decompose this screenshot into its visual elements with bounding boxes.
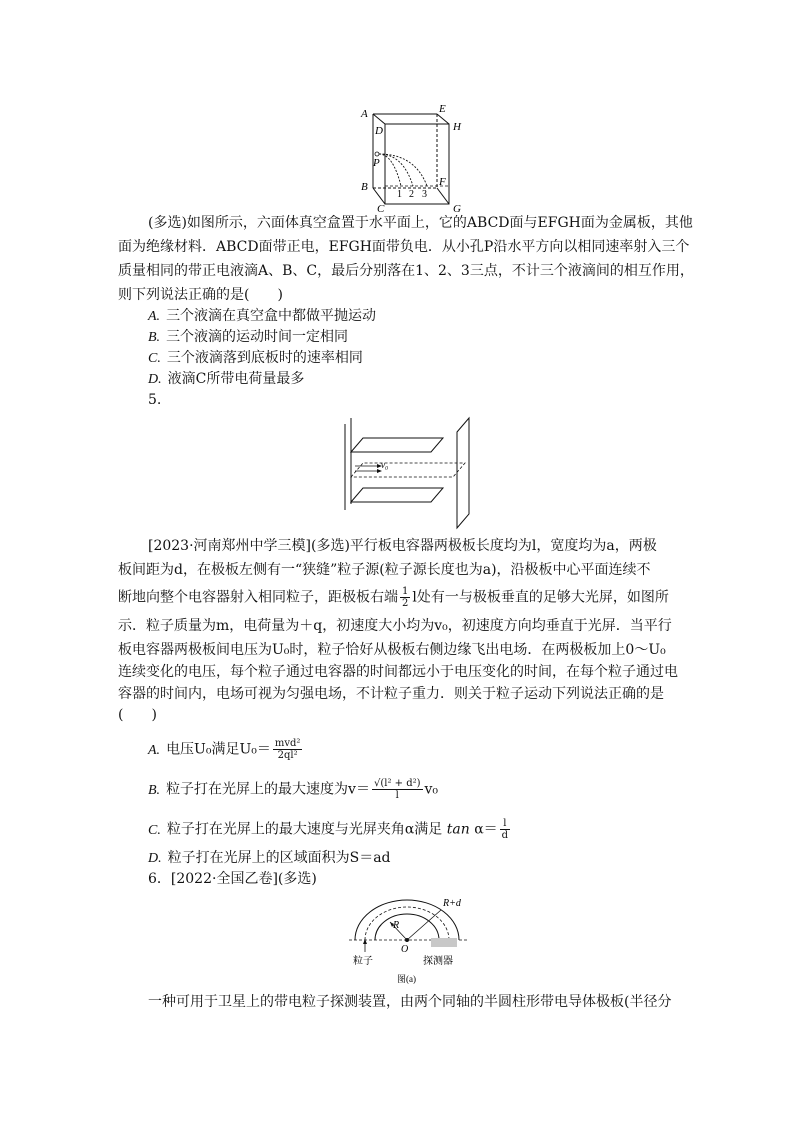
label-A: A: [361, 108, 368, 120]
label-O: O: [401, 944, 409, 955]
label-2: 2: [409, 189, 414, 200]
fraction-optC: $\frac{l}{d}$: [501, 818, 509, 841]
label-R: R: [393, 920, 400, 931]
q4-stem-line-2: 面为绝缘材料．ABCD面带正电，EFGH面带负电．从小孔P沿水平方向以相同速率射入三个: [118, 239, 690, 255]
figure-caption: 图(a): [397, 974, 416, 984]
q5-stem-line-7: 容器的时间内，电场可视为匀强电场，不计粒子重力．则关于粒子运动下列说法正确的是: [118, 686, 664, 702]
label-R-plus-d: R+d: [443, 898, 461, 909]
q6-stem-line-1: 一种可用于卫星上的带电粒子探测装置，由两个同轴的半圆柱形带电导体极板(半径分: [148, 994, 672, 1010]
q4-option-d: D. 液滴C所带电荷量最多: [148, 371, 305, 387]
fraction-optB: $\frac{\text{√(l² + d²)}}{l}$: [373, 778, 421, 801]
q5-option-c: C. 粒子打在光屏上的最大速度与光屏夹角α满足 tan α＝ $\frac{l}{d}$: [148, 818, 509, 841]
hexahedron-figure: [355, 100, 495, 212]
detector-block: [431, 938, 457, 947]
fraction-optA: $\frac{\text{mvd²}}{\text{2ql²}}$: [274, 738, 301, 761]
q4-stem-line-4: 则下列说法正确的是( ): [118, 287, 283, 303]
label-C: C: [377, 203, 385, 212]
q5-option-b: B. 粒子打在光屏上的最大速度为v＝ $\frac{\text{√(l² + d²)}}{l}$ v₀: [148, 778, 439, 801]
semicircle-detector-figure: [345, 888, 475, 986]
label-D: D: [375, 125, 383, 137]
label-G: G: [453, 203, 461, 212]
label-F: F: [439, 176, 446, 188]
q5-option-a: A. 电压U₀满足U₀＝ $\frac{\text{mvd²}}{\text{2ql²}}$: [148, 738, 301, 761]
q5-stem-line-2: 板间距为d，在极板左侧有一“狭缝”粒子源(粒子源长度也为a)，沿极板中心平面连续不: [118, 562, 651, 578]
label-E: E: [439, 103, 446, 115]
label-H: H: [453, 121, 461, 133]
q5-stem-line-4: 示．粒子质量为m，电荷量为＋q，初速度大小均为v₀，初速度方向均垂直于光屏．当平行: [118, 618, 672, 634]
q5-number: 5.: [148, 392, 162, 408]
label-P: P: [373, 157, 380, 169]
q4-option-c: C. 三个液滴落到底板时的速率相同: [148, 350, 363, 366]
fraction-half: $\frac{1}{2}$: [402, 586, 409, 609]
q4-option-a: A. 三个液滴在真空盒中都做平抛运动: [148, 308, 377, 324]
q4-stem-line-3: 质量相同的带正电液滴A、B、C，最后分别落在1、2、3三点，不计三个液滴间的相互作用，: [118, 263, 694, 279]
capacitor-figure: [335, 410, 485, 530]
q4-stem-line-1: (多选)如图所示，六面体真空盒置于水平面上，它的ABCD面与EFGH面为金属板，其他: [148, 215, 693, 231]
q5-stem-line-5: 板电容器两极板间电压为U₀时，粒子恰好从极板右侧边缘飞出电场．在两极板加上0～U₀: [118, 642, 666, 658]
q6-header: 6．[2022·全国乙卷](多选): [148, 871, 317, 887]
label-3: 3: [422, 189, 427, 200]
v0-label: v₀: [381, 460, 389, 470]
label-B: B: [361, 181, 368, 193]
q5-option-d: D. 粒子打在光屏上的区域面积为S＝ad: [148, 850, 391, 866]
q4-option-b: B. 三个液滴的运动时间一定相同: [148, 329, 349, 345]
label-detector: 探测器: [423, 956, 453, 967]
q5-stem-line-3: 断地向整个电容器射入相同粒子，距极板右端 $\frac{1}{2}$ l处有一与极板垂直的足够大光屏，如图所: [118, 586, 669, 609]
q5-stem-line-8: ( ): [118, 707, 157, 723]
label-1: 1: [397, 189, 402, 200]
label-particle: 粒子: [353, 956, 373, 967]
q5-stem-line-6: 连续变化的电压，每个粒子通过电容器的时间都远小于电压变化的时间，在每个粒子通过电: [118, 664, 678, 680]
q5-stem-line-1: [2023·河南郑州中学三模](多选)平行板电容器两极板长度均为l，宽度均为a，两极: [148, 538, 657, 554]
